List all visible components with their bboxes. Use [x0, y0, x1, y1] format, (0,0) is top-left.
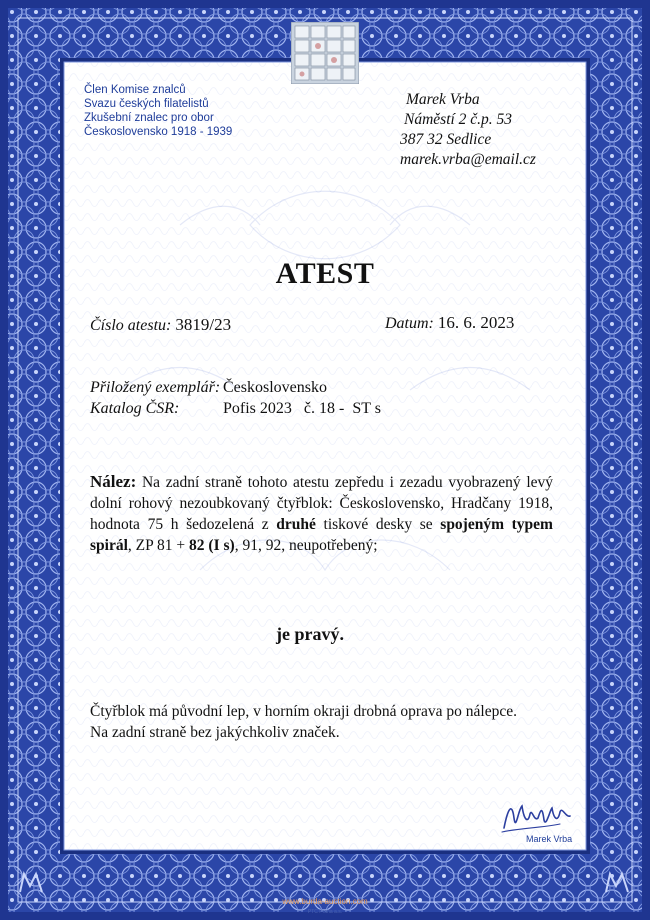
finding-text-4: , 91, 92, neupotřebený;	[234, 537, 378, 554]
hologram-seal-icon	[291, 22, 359, 84]
printer-mark: PTC Praha a.s.	[307, 909, 343, 915]
address-city: 387 32 Sedlice	[400, 131, 492, 148]
certificate-date-label: Datum:	[385, 315, 434, 332]
org-line-2: Svazu českých filatelistů	[84, 98, 209, 110]
item-value: Československo	[223, 379, 327, 396]
org-line-4: Československo 1918 - 1939	[84, 126, 233, 138]
address-street: Náměstí 2 č.p. 53	[404, 111, 513, 128]
verdict: je pravý.	[276, 624, 344, 644]
address-block	[400, 90, 536, 170]
watermark-text: www.burda-auction.com	[282, 897, 368, 906]
finding-text-2: tiskové desky se	[315, 516, 441, 533]
note-paragraph: Čtyřblok má původní lep, v horním okraji drobná oprava po nálepce. Na zadní straně bez jakýchkoliv značek.	[90, 703, 518, 741]
catalog-value: Pofis 2023 č. 18 - ST s	[223, 400, 381, 417]
organization-block	[84, 83, 232, 139]
document-title: ATEST	[275, 257, 375, 290]
address-name: Marek Vrba	[406, 91, 480, 108]
finding-label: Nález:	[90, 472, 137, 491]
finding-text-1: Na zadní straně tohoto atestu zepředu i zezadu vyobrazený levý dolní rohový nezoubkovaný čtyřblok: Československo, Hradčany 1918, hodnota 75 h šedozelená z	[90, 474, 554, 533]
org-line-1: Člen Komise znalců	[84, 84, 186, 96]
certificate-number	[90, 315, 231, 335]
address-email: marek.vrba@email.cz	[400, 151, 536, 168]
item-info	[90, 379, 570, 421]
certificate-date-value: 16. 6. 2023	[437, 313, 515, 332]
finding-bold-1: druhé	[276, 516, 316, 533]
item-label: Přiložený exemplář:	[90, 379, 221, 396]
certificate-number-label: Číslo atestu:	[90, 317, 172, 334]
mv-monogram-icon	[18, 870, 46, 896]
finding-text-3: , ZP 81 +	[127, 537, 190, 554]
finding-bold-2: spojeným typem spirál	[90, 516, 553, 554]
mv-monogram-icon	[604, 870, 632, 896]
org-line-3: Zkušební znalec pro obor	[84, 112, 214, 124]
signature-caption: Marek Vrba	[526, 834, 573, 844]
certificate-date	[385, 313, 514, 333]
catalog-label: Katalog ČSR:	[90, 400, 180, 417]
certificate-number-value: 3819/23	[175, 315, 232, 334]
finding-bold-3: 82 (I s)	[189, 537, 235, 554]
finding-paragraph	[90, 471, 553, 556]
